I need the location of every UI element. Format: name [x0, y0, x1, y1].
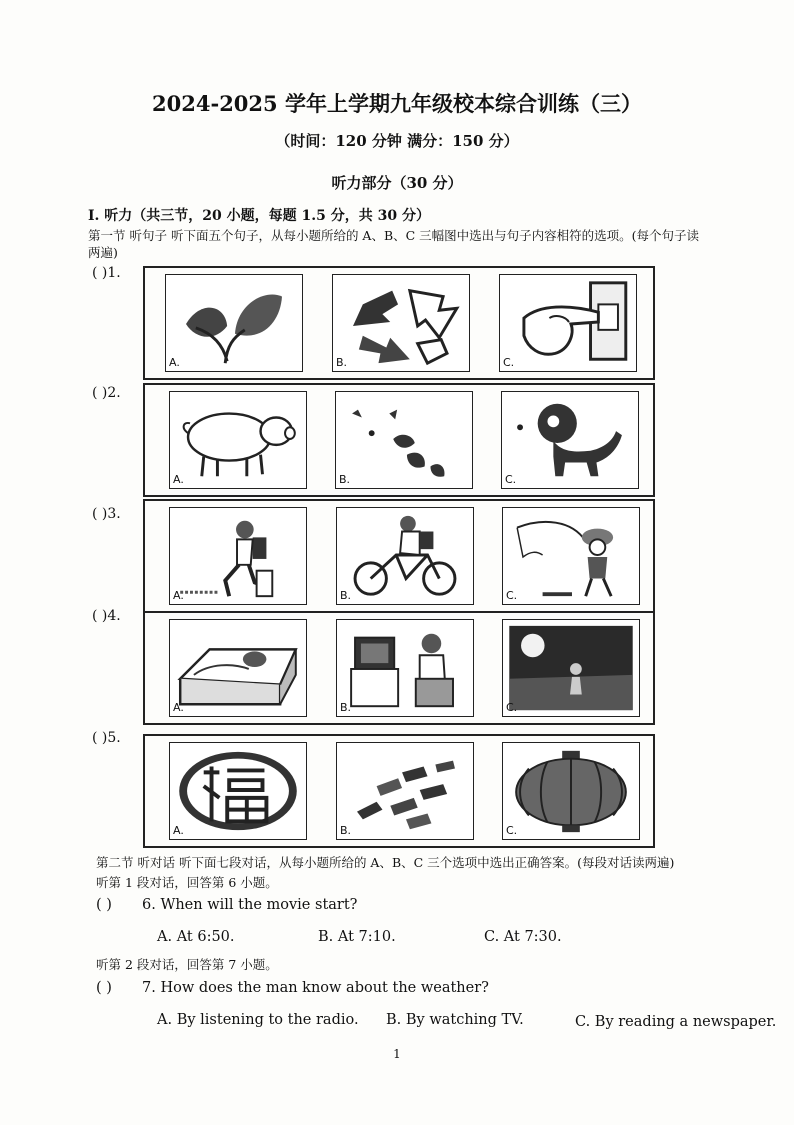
- option-letter: B.: [339, 473, 351, 486]
- option-letter: B.: [340, 701, 352, 714]
- question-number: ( )3.: [92, 506, 121, 522]
- picture-option[interactable]: [502, 619, 640, 717]
- zongzi-icon: [337, 743, 473, 839]
- leaf-icon: [166, 275, 302, 371]
- option-letter: A.: [173, 701, 184, 714]
- picture-row-3: [143, 499, 655, 613]
- picture-row-4: [143, 611, 655, 725]
- option-letter: C.: [506, 589, 518, 602]
- picture-option[interactable]: [169, 391, 307, 489]
- hiker-icon: [170, 508, 306, 604]
- question-number: ( )4.: [92, 608, 121, 624]
- q6-option-c[interactable]: C. At 7:30.: [484, 929, 562, 945]
- picture-option[interactable]: [502, 742, 640, 840]
- night-moon-icon: [503, 620, 639, 716]
- fu-character-icon: [170, 743, 306, 839]
- option-letter: C.: [506, 701, 518, 714]
- option-letter: A.: [173, 589, 184, 602]
- fishing-icon: [503, 508, 639, 604]
- dialog2-intro: 听第 2 段对话，回答第 7 小题。: [96, 957, 278, 972]
- picture-row-2: [143, 383, 655, 497]
- picture-option[interactable]: [499, 274, 637, 372]
- q7-option-a[interactable]: A. By listening to the radio.: [157, 1012, 359, 1028]
- cyclist-icon: [337, 508, 473, 604]
- bed-icon: [170, 620, 306, 716]
- picture-option[interactable]: [169, 507, 307, 605]
- section2-instruction: 第二节 听对话 听下面七段对话，从每小题所给的 A、B、C 三个选项中选出正确答案。(每段对话读两遍): [96, 855, 675, 870]
- picture-option[interactable]: [502, 507, 640, 605]
- option-letter: C.: [506, 824, 518, 837]
- cat-icon: [336, 392, 472, 488]
- hand-switch-icon: [500, 275, 636, 371]
- question-7-text: 7. How does the man know about the weather?: [142, 980, 489, 996]
- q6-option-a[interactable]: A. At 6:50.: [157, 929, 235, 945]
- question-number: ( )2.: [92, 385, 121, 401]
- picture-option[interactable]: [335, 391, 473, 489]
- option-letter: C.: [505, 473, 517, 486]
- exam-time-score: （时间：120 分钟 满分：150 分）: [275, 132, 519, 150]
- question-6-text: 6. When will the movie start?: [142, 897, 358, 913]
- option-letter: C.: [503, 356, 515, 369]
- picture-option[interactable]: [332, 274, 470, 372]
- option-letter: A.: [169, 356, 180, 369]
- option-letter: A.: [173, 473, 184, 486]
- picture-option[interactable]: [336, 742, 474, 840]
- section1-instruction-line2: 两遍): [88, 245, 118, 260]
- picture-option[interactable]: [169, 619, 307, 717]
- question-number: ( )1.: [92, 265, 121, 281]
- q7-option-c[interactable]: C. By reading a newspaper.: [575, 1014, 777, 1030]
- exam-title: 2024-2025 学年上学期九年级校本综合训练（三）: [152, 91, 642, 116]
- answer-blank[interactable]: ( ): [96, 980, 112, 996]
- option-letter: A.: [173, 824, 184, 837]
- page-number: 1: [393, 1047, 401, 1061]
- section1-heading: I. 听力（共三节，20 小题，每题 1.5 分，共 30 分）: [88, 208, 430, 224]
- recycle-icon: [333, 275, 469, 371]
- dialog1-intro: 听第 1 段对话，回答第 6 小题。: [96, 875, 278, 890]
- picture-option[interactable]: [165, 274, 303, 372]
- picture-option[interactable]: [169, 742, 307, 840]
- q7-option-b[interactable]: B. By watching TV.: [386, 1012, 524, 1028]
- pig-icon: [170, 392, 306, 488]
- option-letter: B.: [340, 824, 352, 837]
- tv-watching-icon: [337, 620, 473, 716]
- picture-option[interactable]: [336, 619, 474, 717]
- part-title: 听力部分（30 分）: [331, 174, 463, 192]
- lantern-icon: [503, 743, 639, 839]
- option-letter: B.: [340, 589, 352, 602]
- picture-row-5: [143, 734, 655, 848]
- dog-icon: [502, 392, 638, 488]
- question-number: ( )5.: [92, 730, 121, 746]
- q6-option-b[interactable]: B. At 7:10.: [318, 929, 396, 945]
- picture-option[interactable]: [501, 391, 639, 489]
- section1-instruction-line1: 第一节 听句子 听下面五个句子，从每小题所给的 A、B、C 三幅图中选出与句子内容相符的选项。(每个句子读: [88, 228, 700, 243]
- picture-row-1: [143, 266, 655, 380]
- picture-option[interactable]: [336, 507, 474, 605]
- answer-blank[interactable]: ( ): [96, 897, 112, 913]
- option-letter: B.: [336, 356, 348, 369]
